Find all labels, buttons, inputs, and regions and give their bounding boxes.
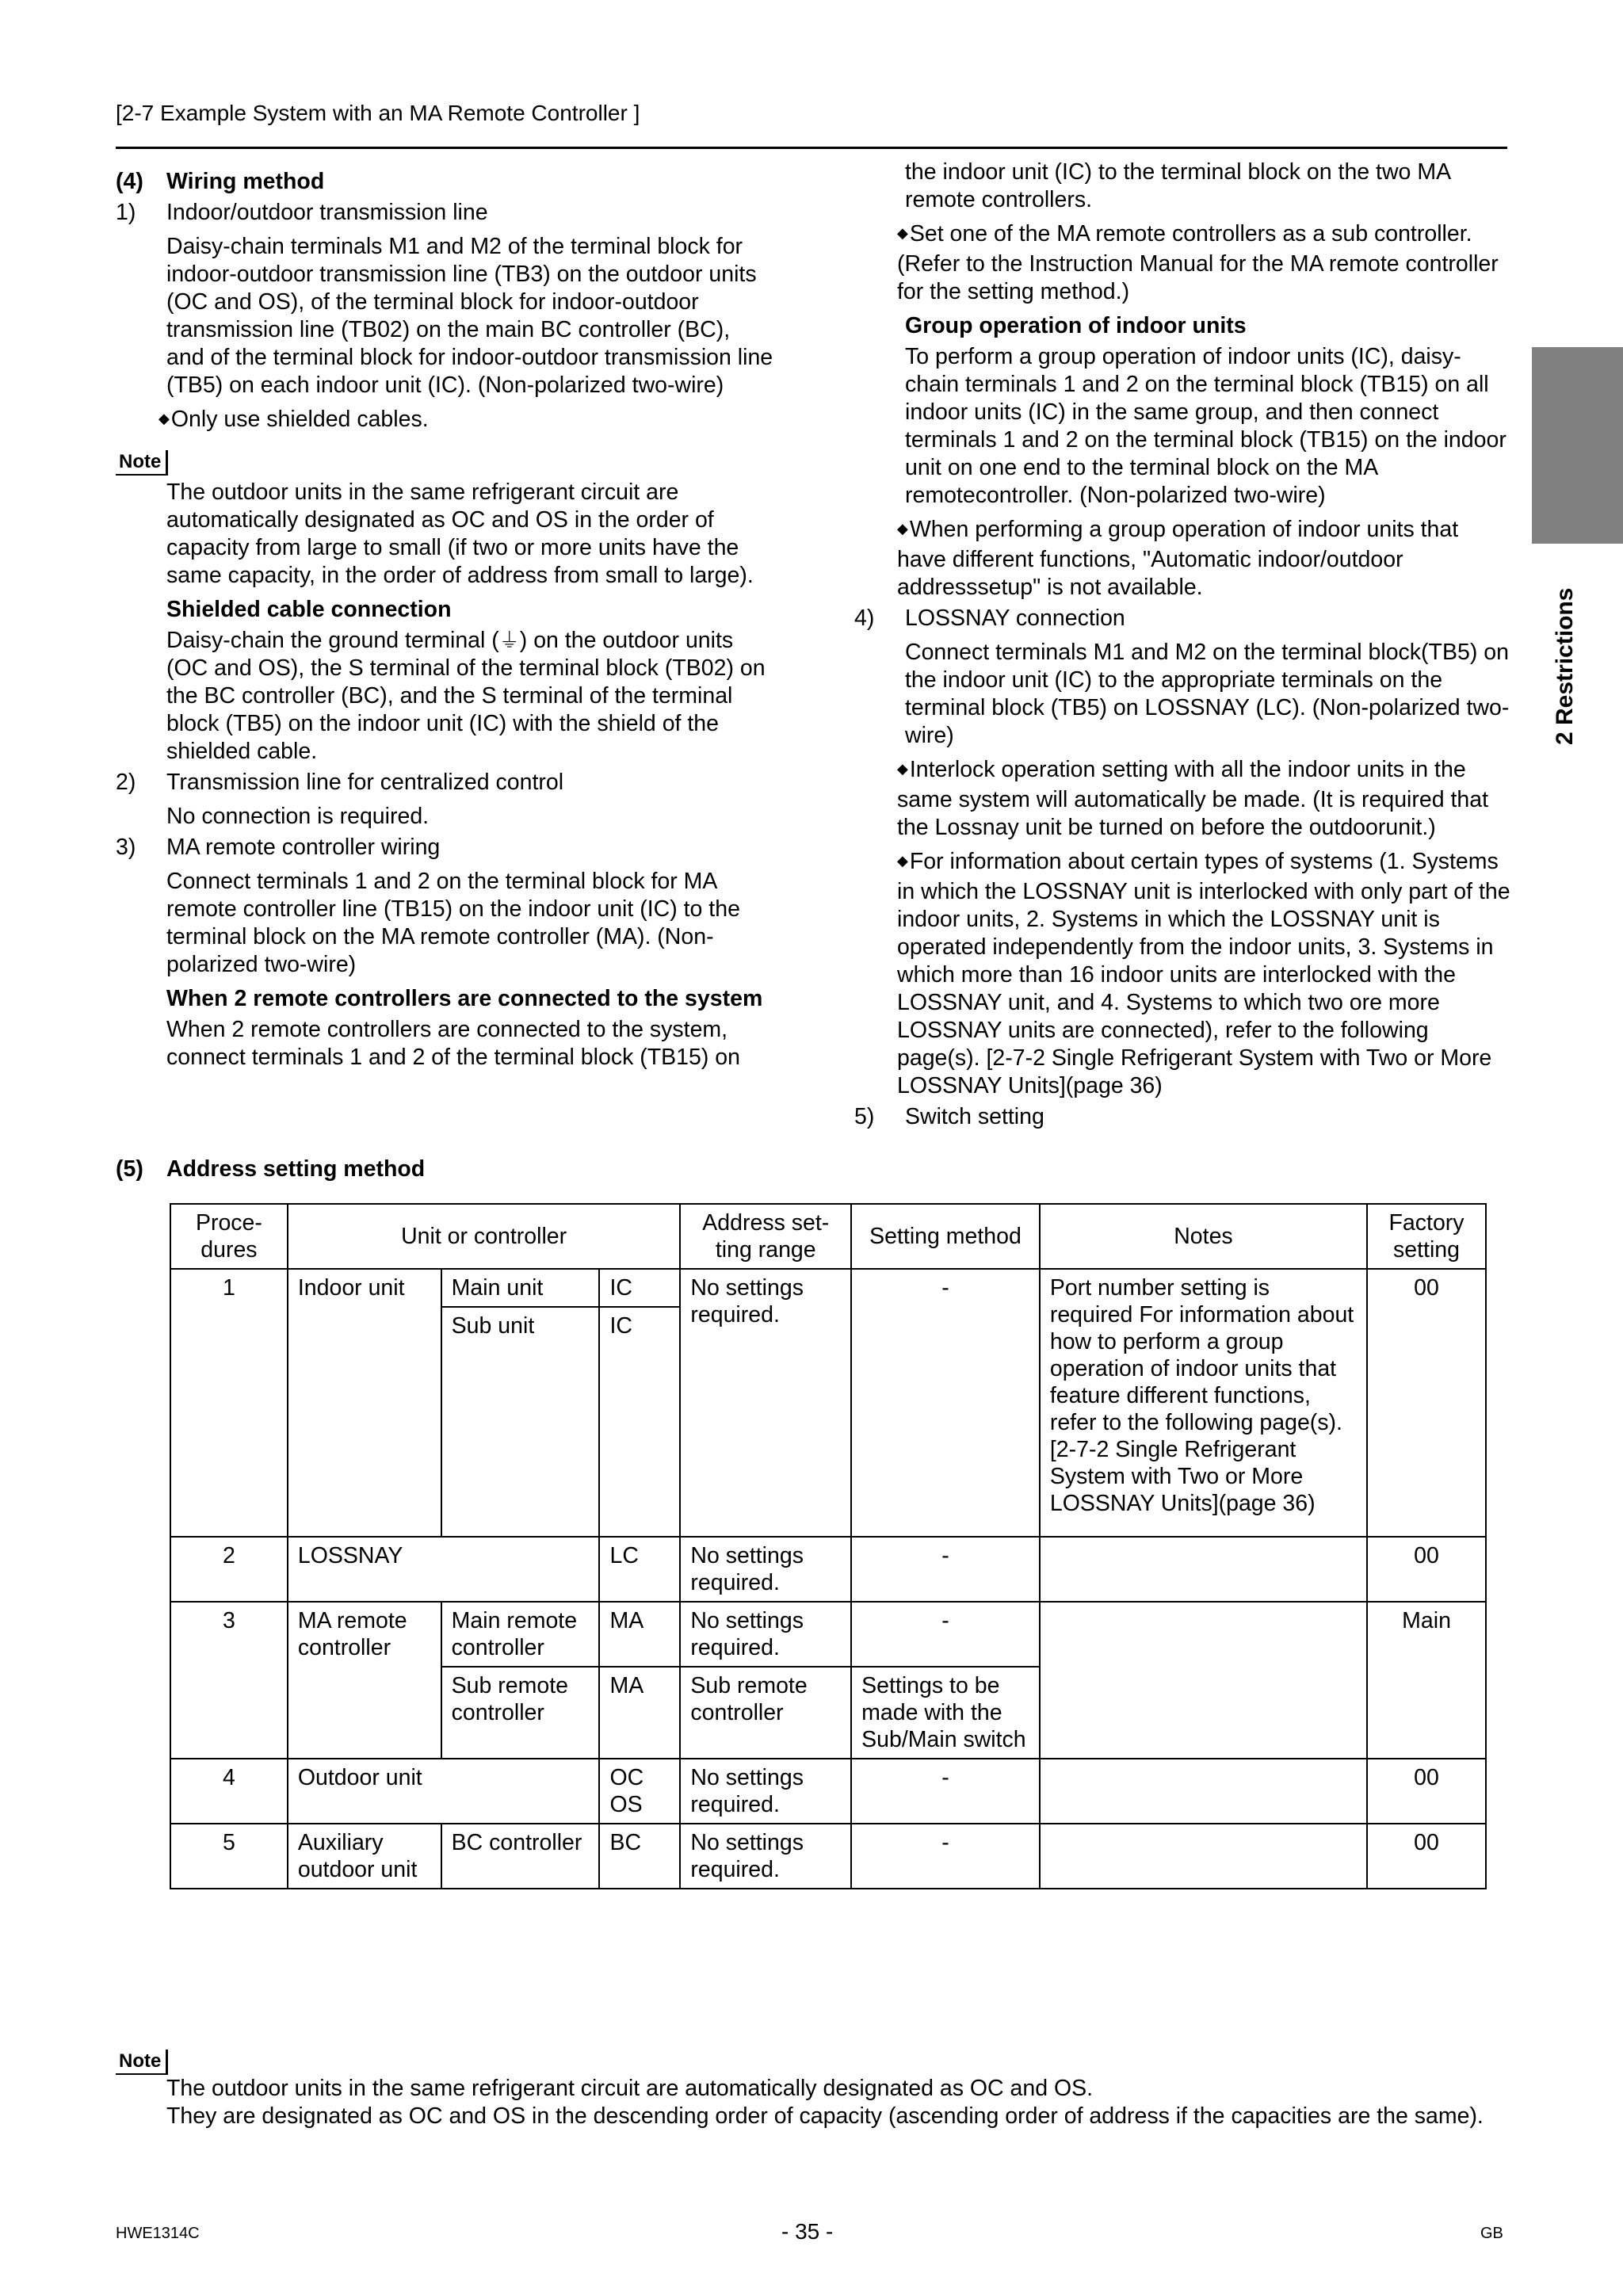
cell: 00 (1367, 1537, 1486, 1602)
cell: No settings required. (680, 1759, 851, 1824)
section-4-heading (116, 168, 773, 196)
chapter-label: 2 Restrictions (1552, 587, 1578, 745)
bullet-text: When performing a group operation of indoor units that have different functions, "Automatic indoor/outdoor addresssetup" is not available. (897, 517, 1459, 600)
cell: No settings required. (680, 1269, 851, 1537)
cell: Main (1367, 1602, 1486, 1759)
bullet-text: Interlock operation setting with all the indoor units in the same system will automatically be made. (It is required that the Lossnay unit be turned on before the outdoorunit.) (897, 757, 1489, 840)
cell: 3 (170, 1602, 288, 1759)
paragraph: Connect terminals 1 and 2 on the terminal block for MA remote controller line (TB15) on the indoor unit (IC) to the terminal block on the MA remote controller (MA). (Non-polarized two-wire) (166, 869, 740, 977)
bullet-item (854, 516, 1512, 602)
cell: Main remote controller (441, 1602, 600, 1667)
cell: Sub unit (441, 1307, 600, 1537)
item-title: Transmission line for centralized control (166, 770, 564, 795)
cell: Sub remote controller (441, 1667, 600, 1759)
cell: Auxiliary outdoor unit (288, 1824, 441, 1889)
cell: Indoor unit (288, 1269, 441, 1537)
cell: 4 (170, 1759, 288, 1824)
cell: MA remote controller (288, 1602, 441, 1759)
bottom-note (116, 2046, 1510, 2130)
note-text: The outdoor units in the same refrigerant circuit are automatically designated as OC and OS in the order of capacity from large to small (if two or more units have the same capacity, in the order of address from small to large). (166, 479, 754, 588)
cell: 00 (1367, 1824, 1486, 1889)
code-line: OS (609, 1792, 643, 1817)
paragraph: To perform a group operation of indoor units (IC), daisy-chain terminals 1 and 2 on the terminal block (TB15) on all indoor units (IC) in the same group, and then connect terminals 1 and 2 on the terminal block (TB15) on the indoor unit on one end to the terminal block on the MA remotecontroller. (Non-polarized two-wire) (905, 344, 1507, 508)
cell: - (851, 1759, 1040, 1824)
cell: - (851, 1602, 1040, 1667)
item-5 (854, 1103, 1512, 1131)
item-title: LOSSNAY connection (905, 606, 1125, 631)
diamond-bullet-icon: ◆ (897, 853, 908, 869)
bullet-item (854, 220, 1512, 306)
cell: 00 (1367, 1759, 1486, 1824)
bullet-text: For information about certain types of systems (1. Systems in which the LOSSNAY unit is interlocked with only part of the indoor units, 2. Systems in which the LOSSNAY unit is operated independently from the indoor units, 3. Systems in which more than 16 indoor units are interlocked with the LOSSNAY unit, and 4. Systems to which two ore more LOSSNAY units are connected), refer to the following page(s). [2-7-2 Single Refrigerant System with Two or More LOSSNAY Units](page 36) (897, 849, 1510, 1098)
section-5-heading (116, 1156, 425, 1182)
paragraph: Daisy-chain terminals M1 and M2 of the terminal block for indoor-outdoor transmission line (TB3) on the outdoor units (OC and OS), of the terminal block for indoor-outdoor transmission line (TB02) on the main BC controller (BC), and of the terminal block for indoor-outdoor transmission line (TB5) on each indoor unit (IC). (Non-polarized two-wire) (166, 234, 773, 398)
section-number: (5) (116, 1156, 143, 1182)
table-row (170, 1269, 1486, 1307)
paragraph: the indoor unit (IC) to the terminal block on the two MA remote controllers. (905, 159, 1450, 212)
cell: No settings required. (680, 1602, 851, 1667)
page-header: [2-7 Example System with an MA Remote Controller ] (116, 101, 640, 125)
ground-symbol-icon: ⏚ (498, 628, 520, 652)
table-row (170, 1602, 1486, 1667)
cell: Sub remote controller (680, 1667, 851, 1759)
header-notes: Notes (1040, 1204, 1367, 1269)
item-4 (854, 605, 1512, 632)
cell: Port number setting is required For information about how to perform a group operation of indoor units that feature different functions, refer to the following page(s). [2-7-2 Single Refrigerant System with Two or More LOSSNAY Units](page 36) (1040, 1269, 1367, 1537)
cell (1040, 1824, 1367, 1889)
cell: - (851, 1269, 1040, 1537)
cell: No settings required. (680, 1537, 851, 1602)
section-title: Wiring method (166, 169, 325, 194)
diamond-bullet-icon: ◆ (897, 521, 908, 537)
item-number: 5) (854, 1104, 875, 1129)
right-column (854, 155, 1512, 1131)
code-line: OC (609, 1765, 644, 1790)
note (116, 447, 773, 476)
bullet-item (854, 756, 1512, 842)
item-title: Switch setting (905, 1104, 1044, 1129)
cell: 5 (170, 1824, 288, 1889)
item-number: 2) (116, 770, 136, 795)
note-line: The outdoor units in the same refrigerant circuit are automatically designated as OC and OS. (166, 2076, 1094, 2101)
bullet-item (854, 848, 1512, 1100)
header-factory: Factory setting (1367, 1204, 1486, 1269)
diamond-bullet-icon: ◆ (897, 225, 908, 241)
item-2 (116, 769, 773, 797)
cell: - (851, 1537, 1040, 1602)
diamond-bullet-icon: ◆ (897, 761, 908, 777)
item-title: Indoor/outdoor transmission line (166, 200, 488, 225)
text-part: Daisy-chain the ground terminal ( (166, 628, 499, 653)
paragraph: Connect terminals M1 and M2 on the terminal block(TB5) on the indoor unit (IC) to the appropriate terminals on the terminal block (TB5) on LOSSNAY (LC). (Non-polarized two-wire) (905, 640, 1510, 748)
subheading: When 2 remote controllers are connected to the system (166, 986, 763, 1011)
cell (1040, 1537, 1367, 1602)
paragraph (116, 627, 773, 766)
section-title: Address setting method (166, 1156, 426, 1182)
table-row (170, 1824, 1486, 1889)
section-number: (4) (116, 169, 143, 194)
header-method: Setting method (851, 1204, 1040, 1269)
paragraph: No connection is required. (166, 804, 430, 829)
header-procedures: Proce-dures (170, 1204, 288, 1269)
left-column (116, 168, 773, 1072)
header-unit: Unit or controller (288, 1204, 681, 1269)
cell: IC (599, 1269, 680, 1307)
footer-region: GB (1480, 2225, 1503, 2242)
cell: LOSSNAY (288, 1537, 600, 1602)
cell: 00 (1367, 1269, 1486, 1537)
table-row (170, 1759, 1486, 1824)
note-label: Note (116, 450, 168, 476)
table-header-row (170, 1204, 1486, 1269)
item-title: MA remote controller wiring (166, 835, 441, 860)
cell: - (851, 1824, 1040, 1889)
chapter-tab (1532, 347, 1623, 544)
subheading: Shielded cable connection (166, 597, 452, 622)
page-number: - 35 - (781, 2219, 834, 2244)
cell: IC (599, 1307, 680, 1537)
cell: No settings required. (680, 1824, 851, 1889)
header-rule (116, 147, 1507, 149)
item-number: 3) (116, 835, 136, 860)
header-range: Address set-ting range (680, 1204, 851, 1269)
address-setting-table (170, 1203, 1487, 1889)
cell: BC (599, 1824, 680, 1889)
item-number: 4) (854, 606, 875, 631)
cell: 2 (170, 1537, 288, 1602)
cell: Outdoor unit (288, 1759, 600, 1824)
paragraph: When 2 remote controllers are connected to the system, connect terminals 1 and 2 of the terminal block (TB15) on (166, 1017, 740, 1070)
item-1 (116, 199, 773, 227)
footer-doc-id: HWE1314C (116, 2225, 200, 2242)
cell: BC controller (441, 1824, 600, 1889)
note-label: Note (116, 2050, 168, 2075)
note-line: They are designated as OC and OS in the descending order of capacity (ascending order of address if the capacities are the same). (166, 2103, 1484, 2129)
table-row (170, 1537, 1486, 1602)
bullet-text: Set one of the MA remote controllers as a sub controller. (Refer to the Instruction Manual for the MA remote controller for the setting method.) (897, 221, 1499, 304)
bullet-item (116, 406, 773, 436)
cell: MA (599, 1602, 680, 1667)
cell: MA (599, 1667, 680, 1759)
cell: LC (599, 1537, 680, 1602)
diamond-bullet-icon: ◆ (158, 411, 170, 426)
cell: Settings to be made with the Sub/Main switch (851, 1667, 1040, 1759)
cell: 1 (170, 1269, 288, 1537)
cell (599, 1759, 680, 1824)
cell (1040, 1759, 1367, 1824)
cell (1040, 1602, 1367, 1759)
cell: Main unit (441, 1269, 600, 1307)
item-3 (116, 834, 773, 861)
subheading: Group operation of indoor units (905, 313, 1247, 338)
item-number: 1) (116, 200, 136, 225)
text-part: ) on the outdoor units (OC and OS), the S terminal of the terminal block (TB02) on the BC controller (BC), and the S terminal of the terminal block (TB5) on the indoor unit (IC) with the shield of the shielded cable. (166, 628, 766, 764)
bullet-text: Only use shielded cables. (170, 407, 429, 432)
